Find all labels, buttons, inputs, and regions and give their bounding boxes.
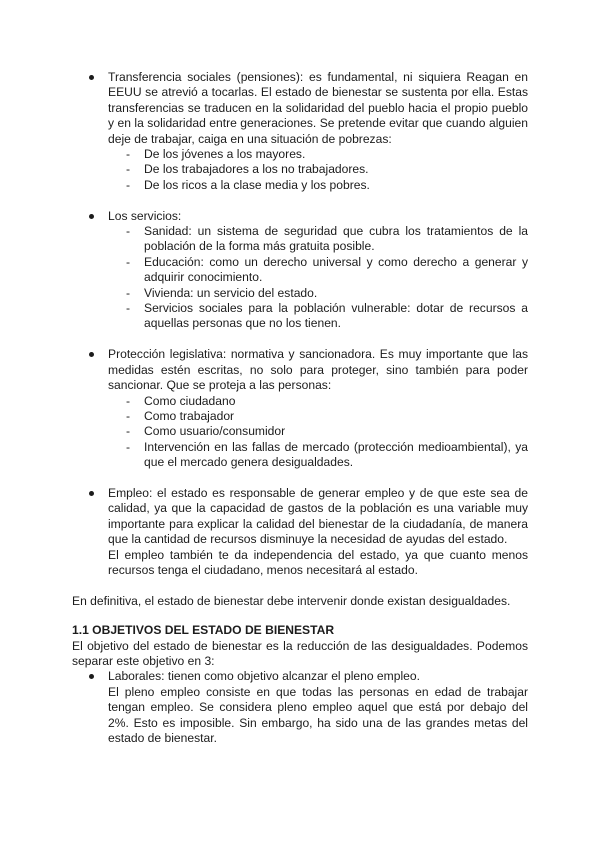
list-item: - Como ciudadano: [72, 394, 528, 409]
bullet-proteccion: [72, 347, 528, 393]
sublist-transferencias: [72, 147, 528, 193]
bullet-text: Los servicios:: [108, 208, 182, 223]
list-item: - De los trabajadores a los no trabajadores.: [72, 162, 528, 177]
bullet-text: Transferencia sociales (pensiones): es fundamental, ni siquiera Reagan en EEUU se atrevió a tocarlas. El estado de bienestar se sustenta por ella. Estas transferencias se traducen en la solidaridad del pueblo hacia el propio pueblo y en la solidaridad entre generaciones. Se pretende evitar que cuando alguien deje de trabajar, caiga en una situación de pobrezas:: [108, 70, 528, 146]
list-item: - Sanidad: un sistema de seguridad que cubra los tratamientos de la población de la forma más gratuita posible.: [72, 224, 528, 255]
conclusion-paragraph: En definitiva, el estado de bienestar debe intervenir donde existan desigualdades.: [72, 593, 511, 608]
bullet-text: Empleo: el estado es responsable de generar empleo y de que este sea de calidad, ya que la capacidad de gastos de la población es una variable muy importante para explicar la calidad del bienestar de la ciudadanía, de manera que la cantidad de recursos disminuye la necesidad de ayudas del estado.: [108, 485, 528, 547]
list-item: - Como usuario/consumidor: [72, 424, 528, 439]
list-item: - De los jóvenes a los mayores.: [72, 147, 528, 162]
list-item: - Intervención en las fallas de mercado (protección medioambiental), ya que el mercado genera desigualdades.: [72, 440, 528, 471]
bullet-transferencias: [72, 70, 528, 147]
bullet-text-continued: El pleno empleo consiste en que todas las personas en edad de trabajar tengan empleo. Se considera pleno empleo aquel que está por debajo del 2%. Esto es imposible. Sin embargo, ha sido una de las grandes metas del estado de bienestar.: [108, 684, 528, 745]
list-item: - De los ricos a la clase media y los pobres.: [72, 178, 528, 193]
section-intro: El objetivo del estado de bienestar es la reducción de las desigualdades. Podemos separar este objetivo en 3:: [72, 638, 528, 668]
bullet-text: Protección legislativa: normativa y sancionadora. Es muy importante que las medidas estén escritas, no solo para proteger, sino también para poder sancionar. Que se proteja a las personas:: [108, 347, 528, 393]
list-item: - Como trabajador: [72, 409, 528, 424]
bullet-text: Laborales: tienen como objetivo alcanzar el pleno empleo.: [108, 669, 420, 684]
list-item: - Educación: como un derecho universal y como derecho a generar y adquirir conocimiento.: [72, 255, 528, 286]
bullet-text-continued: El empleo también te da independencia del estado, ya que cuanto menos recursos tenga el ciudadano, menos necesitará al estado.: [108, 547, 528, 577]
bullet-empleo: [72, 486, 528, 578]
bullet-servicios: [72, 209, 528, 224]
sublist-servicios: [72, 224, 528, 332]
document-content: [72, 70, 528, 746]
list-item: - Servicios sociales para la población vulnerable: dotar de recursos a aquellas personas que no los tienen.: [72, 301, 528, 332]
bullet-laborales: [72, 669, 528, 746]
list-item: - Vivienda: un servicio del estado.: [72, 286, 528, 301]
section-heading: 1.1 OBJETIVOS DEL ESTADO DE BIENESTAR: [72, 623, 335, 638]
sublist-proteccion: [72, 394, 528, 471]
